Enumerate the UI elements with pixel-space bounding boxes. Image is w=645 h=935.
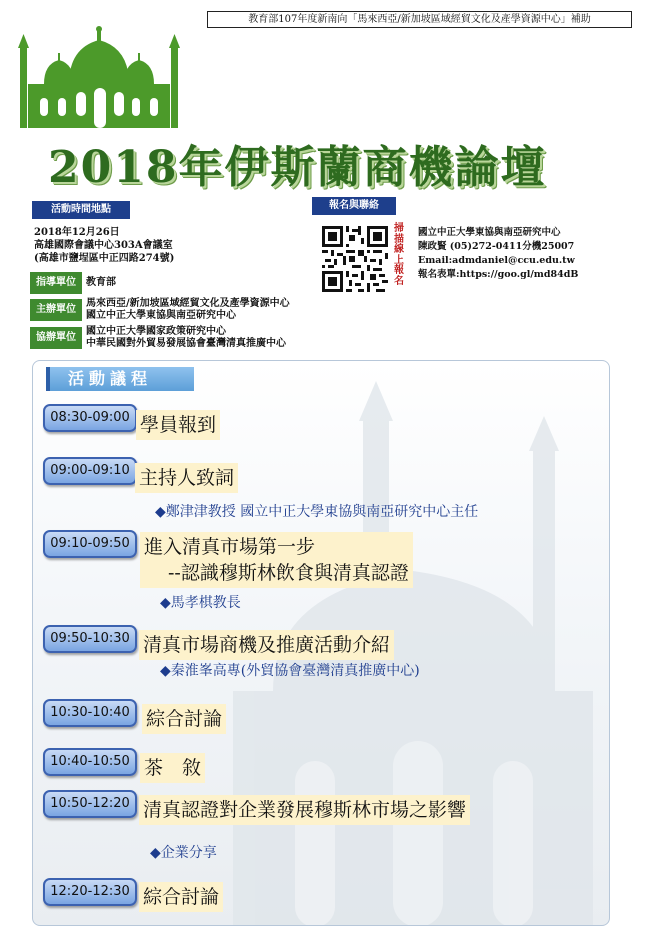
event-section-label: 活動時間地點 (32, 201, 130, 219)
session-speaker: ◆秦淮峯高專(外貿協會臺灣清真推廣中心) (160, 663, 420, 679)
session-time: 08:30-09:00 (43, 404, 137, 432)
session-title: 清真認證對企業發展穆斯林市場之影響 (139, 795, 470, 825)
session-time: 09:50-10:30 (43, 625, 137, 653)
organizer-text (86, 326, 286, 350)
session-title-main: 進入清真市場第一步 (144, 536, 316, 558)
session-time: 12:20-12:30 (43, 878, 137, 906)
event-date: 2018年12月26日 (34, 227, 120, 238)
sponsor-note: 教育部107年度新南向「馬來西亞/新加坡區域經貿文化及產學資源中心」補助 (207, 11, 632, 28)
organizer-line: 國立中正大學東協與南亞研究中心 (86, 310, 236, 321)
organizer-row-guidance (30, 272, 116, 294)
event-address: (高雄市鹽埕區中正四路274號) (34, 253, 175, 264)
session-speaker: ◆馬孝棋教長 (160, 595, 241, 611)
organizer-line: 教育部 (86, 277, 116, 288)
organizer-label: 指導單位 (30, 272, 82, 294)
organizer-line: 中華民國對外貿易發展協會臺灣清真推廣中心 (86, 338, 286, 349)
organizer-label: 協辦單位 (30, 327, 82, 349)
contact-person: 陳政賢 (05)272-0411分機25007 (418, 241, 575, 252)
session-title: 綜合討論 (139, 882, 223, 912)
organizer-row-co-host (30, 326, 286, 350)
organizer-row-host (30, 298, 290, 322)
session-time: 10:50-12:20 (43, 790, 137, 818)
organizer-text (86, 277, 116, 289)
session-speaker: ◆鄭津津教授 國立中正大學東協與南亞研究中心主任 (155, 504, 479, 520)
contact-info (418, 226, 638, 282)
session-subtitle: --認識穆斯林飲食與清真認證 (168, 562, 409, 584)
contact-org: 國立中正大學東協與南亞研究中心 (418, 227, 561, 238)
session-time: 09:00-09:10 (43, 457, 137, 485)
session-title: 茶 敘 (140, 753, 205, 783)
session-time: 10:40-10:50 (43, 748, 137, 776)
session-title: 綜合討論 (142, 704, 226, 734)
event-venue: 高雄國際會議中心303A會議室 (34, 240, 173, 251)
organizer-line: 國立中正大學國家政策研究中心 (86, 326, 226, 337)
session-time: 10:30-10:40 (43, 699, 137, 727)
session-title (140, 532, 413, 588)
registration-vertical-note: 掃描線上報名 (394, 223, 404, 287)
qr-code-icon[interactable] (322, 226, 388, 292)
mosque-logo (14, 26, 184, 128)
agenda-title: 活動議程 (46, 367, 194, 391)
session-title: 學員報到 (136, 410, 220, 440)
session-title: 主持人致詞 (135, 463, 238, 493)
organizer-label: 主辦單位 (30, 299, 82, 321)
session-title: 清真市場商機及推廣活動介紹 (139, 630, 394, 660)
organizer-line: 馬來西亞/新加坡區域經貿文化及產學資源中心 (86, 298, 290, 309)
registration-section-label: 報名與聯絡 (312, 197, 396, 215)
event-info (34, 226, 274, 265)
page-title: 2018年伊斯蘭商機論壇 (48, 142, 547, 193)
session-speaker: ◆企業分享 (150, 845, 217, 861)
registration-form-link[interactable]: 報名表單:https://goo.gl/md84dB (418, 269, 579, 280)
contact-email[interactable]: Email:admdaniel@ccu.edu.tw (418, 255, 575, 266)
organizer-text (86, 298, 290, 322)
session-time: 09:10-09:50 (43, 530, 137, 558)
